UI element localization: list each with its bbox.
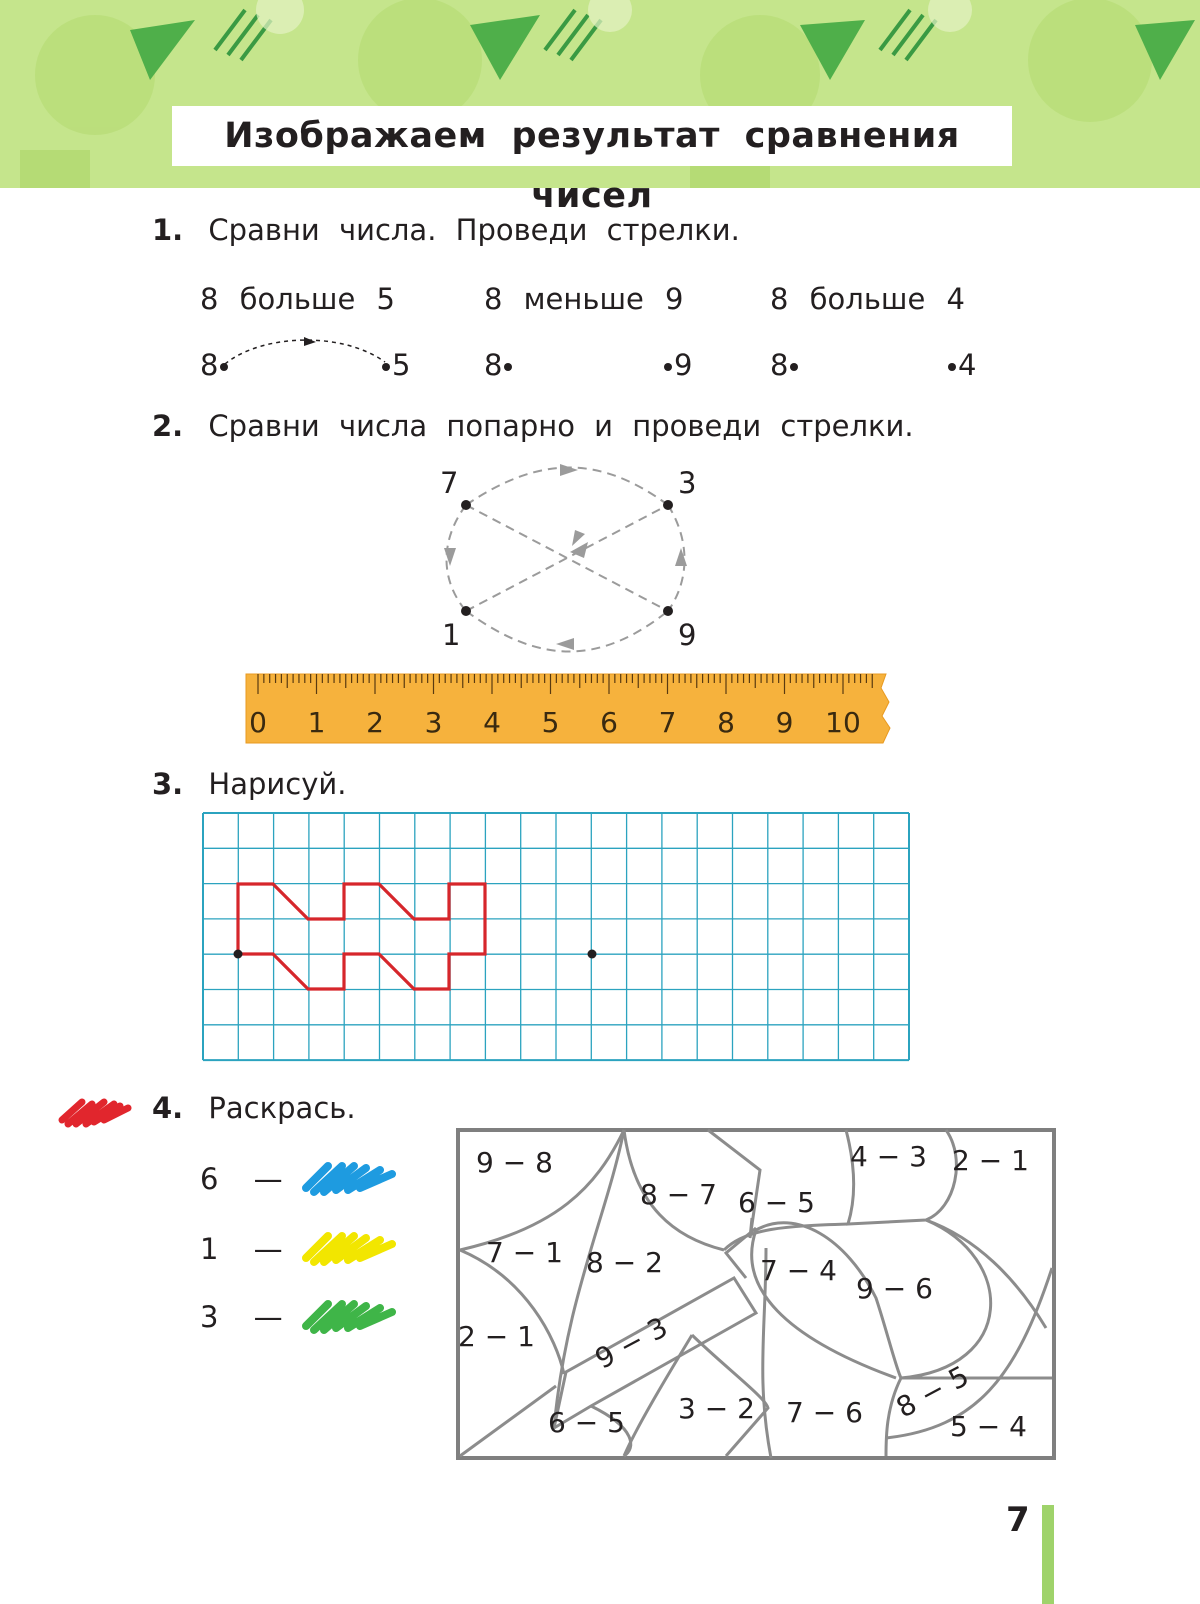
diagram-point-7: [461, 500, 471, 510]
drawing-grid[interactable]: [202, 812, 922, 1072]
coloring-picture[interactable]: [456, 1128, 1056, 1460]
cell-8-5[interactable]: 8 − 5: [890, 1359, 975, 1425]
task2-instruction: Сравни числа попарно и проведи стрелки.: [208, 409, 914, 443]
ruler-label-1: 1: [307, 706, 326, 739]
cell-2-1-top[interactable]: 2 − 1: [952, 1144, 1029, 1177]
ruler: [246, 668, 886, 748]
page-number: 7: [1006, 1500, 1030, 1540]
label-1: 1: [442, 618, 461, 652]
cell-7-4[interactable]: 7 − 4: [760, 1254, 837, 1287]
label-9: 9: [678, 618, 697, 652]
task3-instruction: Нарисуй.: [208, 767, 347, 801]
cell-3-2[interactable]: 3 − 2: [678, 1392, 755, 1425]
ruler-label-2: 2: [366, 706, 384, 739]
diagram-point-1: [461, 606, 471, 616]
ruler-label-8: 8: [717, 706, 735, 739]
cell-9-3[interactable]: 9 − 3: [589, 1310, 674, 1376]
cell-4-3[interactable]: 4 − 3: [850, 1140, 927, 1173]
comparison-2: 8 меньше 9: [484, 282, 684, 316]
task4-heading: [152, 1090, 356, 1126]
point-right-1: 5: [380, 348, 410, 382]
ruler-label-3: 3: [424, 706, 443, 739]
cell-8-2[interactable]: 8 − 2: [586, 1246, 663, 1279]
task3-number: 3.: [152, 767, 184, 801]
ruler-label-7: 7: [658, 706, 677, 739]
cell-7-1[interactable]: 7 − 1: [486, 1236, 563, 1269]
comparison-3: 8 больше 4: [770, 282, 965, 316]
point-left-3[interactable]: 8: [770, 348, 800, 382]
task4-number: 4.: [152, 1091, 184, 1125]
task1-number: 1.: [152, 213, 184, 247]
label-7: 7: [440, 466, 459, 500]
cell-8-7[interactable]: 8 − 7: [640, 1178, 717, 1211]
cell-2-1-left[interactable]: 2 − 1: [458, 1320, 535, 1353]
legend-blue: 6 —: [200, 1162, 283, 1196]
ruler-label-5: 5: [541, 706, 560, 739]
page-title: Изображаем результат сравнения чисел: [172, 106, 1012, 166]
diagram-point-3: [663, 500, 673, 510]
blue-crayon-icon: [302, 1156, 402, 1200]
task4-instruction: Раскрась.: [208, 1091, 356, 1125]
task1-instruction: Сравни числа. Проведи стрелки.: [208, 213, 740, 247]
ruler-label-4: 4: [483, 706, 501, 739]
cell-6-5-bottom[interactable]: 6 − 5: [548, 1406, 625, 1439]
cell-5-4[interactable]: 5 − 4: [950, 1410, 1027, 1443]
point-left-1: 8: [200, 348, 230, 382]
point-right-3[interactable]: 4: [946, 348, 976, 382]
copy-start-point: [588, 950, 597, 959]
task3-heading: [152, 766, 346, 802]
ruler-label-0: 0: [249, 706, 267, 739]
green-crayon-icon: [302, 1294, 402, 1338]
legend-green: 3 —: [200, 1300, 283, 1334]
legend-yellow: 1 —: [200, 1232, 283, 1266]
yellow-crayon-icon: [302, 1226, 402, 1270]
cell-9-6[interactable]: 9 − 6: [856, 1272, 933, 1305]
comparison-1: 8 больше 5: [200, 282, 395, 316]
ruler-label-10: 10: [825, 706, 861, 739]
cell-9-8[interactable]: 9 − 8: [476, 1146, 553, 1179]
pairwise-diagram: [0, 0, 1200, 700]
ruler-label-6: 6: [600, 706, 618, 739]
shape-start-point: [234, 950, 243, 959]
label-3: 3: [678, 466, 697, 500]
red-crayon-icon: [58, 1092, 138, 1132]
page-marker-bar: [1042, 1505, 1054, 1604]
diagram-point-9: [663, 606, 673, 616]
point-right-2[interactable]: 9: [662, 348, 692, 382]
point-left-2[interactable]: 8: [484, 348, 514, 382]
ruler-label-9: 9: [775, 706, 794, 739]
cell-7-6[interactable]: 7 − 6: [786, 1396, 863, 1429]
task2-number: 2.: [152, 409, 184, 443]
cell-6-5-top[interactable]: 6 − 5: [738, 1186, 815, 1219]
